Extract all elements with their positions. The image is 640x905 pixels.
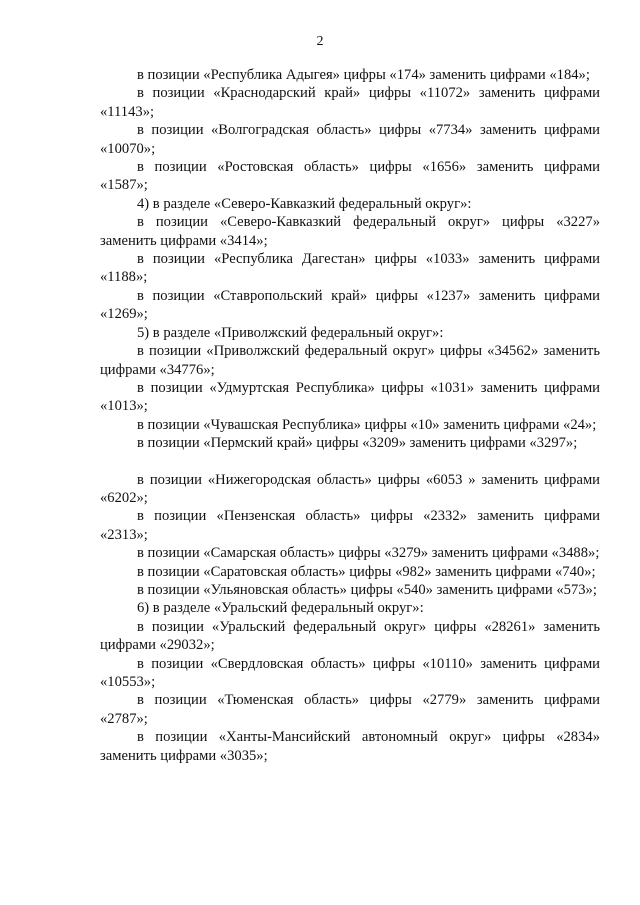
blank-line xyxy=(100,453,600,471)
paragraph: в позиции «Ханты-Мансийский автономный округ» цифры «2834» заменить цифрами «3035»; xyxy=(100,729,600,764)
paragraph: в позиции «Свердловская область» цифры «10110» заменить цифрами «10553»; xyxy=(100,655,600,690)
paragraph: в позиции «Северо-Кавказкий федеральный округ» цифры «3227» заменить цифрами «3414»; xyxy=(100,214,600,249)
section-heading: 6) в разделе «Уральский федеральный округ»: xyxy=(137,600,424,617)
paragraph: в позиции «Волгоградская область» цифры «7734» заменить цифрами «10070»; xyxy=(100,122,600,157)
document-body xyxy=(100,66,600,765)
paragraph: в позиции «Чувашская Республика» цифры «10» заменить цифрами «24»; xyxy=(137,416,597,433)
paragraph: в позиции «Саратовская область» цифры «982» заменить цифрами «740»; xyxy=(137,563,596,580)
paragraph: в позиции «Пермский край» цифры «3209» заменить цифрами «3297»; xyxy=(137,435,578,452)
paragraph: в позиции «Республика Адыгея» цифры «174» заменить цифрами «184»; xyxy=(137,67,590,83)
paragraph: в позиции «Тюменская область» цифры «2779» заменить цифрами «2787»; xyxy=(100,692,600,727)
paragraph: в позиции «Ульяновская область» цифры «540» заменить цифрами «573»; xyxy=(137,581,597,598)
paragraph: в позиции «Краснодарский край» цифры «11072» заменить цифрами «11143»; xyxy=(100,85,600,120)
page-number: 2 xyxy=(316,34,324,49)
paragraph: в позиции «Самарская область» цифры «3279» заменить цифрами «3488»; xyxy=(137,545,600,562)
section-heading: 4) в разделе «Северо-Кавказкий федеральный округ»: xyxy=(137,195,472,212)
paragraph: в позиции «Республика Дагестан» цифры «1033» заменить цифрами «1188»; xyxy=(100,251,600,286)
section-heading: 5) в разделе «Приволжский федеральный округ»: xyxy=(137,324,444,341)
paragraph: в позиции «Приволжский федеральный округ» цифры «34562» заменить цифрами «34776»; xyxy=(100,343,600,378)
paragraph: в позиции «Ростовская область» цифры «1656» заменить цифрами «1587»; xyxy=(100,159,600,194)
paragraph: в позиции «Удмуртская Республика» цифры «1031» заменить цифрами «1013»; xyxy=(100,379,600,415)
paragraph: в позиции «Пензенская область» цифры «2332» заменить цифрами «2313»; xyxy=(100,508,600,543)
paragraph: в позиции «Уральский федеральный округ» цифры «28261» заменить цифрами «29032»; xyxy=(100,618,600,654)
paragraph: в позиции «Нижегородская область» цифры «6053 » заменить цифрами «6202»; xyxy=(100,471,600,506)
paragraph: в позиции «Ставропольский край» цифры «1237» заменить цифрами «1269»; xyxy=(100,287,600,323)
